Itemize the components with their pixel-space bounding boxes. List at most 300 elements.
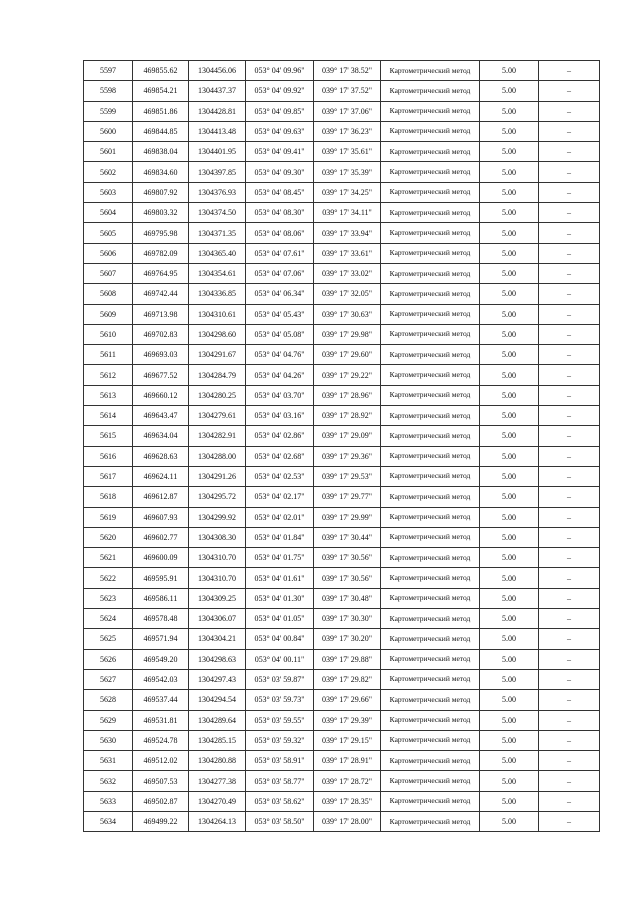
- point-number-cell: 5615: [84, 426, 133, 446]
- note-cell: –: [539, 263, 600, 283]
- y-coordinate-cell: 1304299.92: [189, 507, 246, 527]
- y-coordinate-cell: 1304295.72: [189, 487, 246, 507]
- note-cell: –: [539, 223, 600, 243]
- note-cell: –: [539, 243, 600, 263]
- y-coordinate-cell: 1304277.38: [189, 771, 246, 791]
- latitude-cell: 053° 04' 06.34": [246, 284, 314, 304]
- y-coordinate-cell: 1304280.88: [189, 751, 246, 771]
- method-cell: Картометрический метод: [381, 527, 480, 547]
- x-coordinate-cell: 469507.53: [133, 771, 189, 791]
- method-cell: Картометрический метод: [381, 507, 480, 527]
- latitude-cell: 053° 04' 03.16": [246, 406, 314, 426]
- note-cell: –: [539, 446, 600, 466]
- latitude-cell: 053° 04' 02.68": [246, 446, 314, 466]
- longitude-cell: 039° 17' 29.15": [314, 730, 381, 750]
- note-cell: –: [539, 507, 600, 527]
- accuracy-cell: 5.00: [480, 730, 539, 750]
- table-row: [84, 791, 600, 811]
- latitude-cell: 053° 04' 02.17": [246, 487, 314, 507]
- table-row: [84, 669, 600, 689]
- x-coordinate-cell: 469600.09: [133, 548, 189, 568]
- note-cell: –: [539, 304, 600, 324]
- method-cell: Картометрический метод: [381, 710, 480, 730]
- y-coordinate-cell: 1304294.54: [189, 690, 246, 710]
- coordinates-table-body: [84, 61, 600, 832]
- y-coordinate-cell: 1304456.06: [189, 61, 246, 81]
- latitude-cell: 053° 04' 01.84": [246, 527, 314, 547]
- accuracy-cell: 5.00: [480, 811, 539, 831]
- table-row: [84, 629, 600, 649]
- latitude-cell: 053° 04' 02.86": [246, 426, 314, 446]
- table-row: [84, 284, 600, 304]
- method-cell: Картометрический метод: [381, 791, 480, 811]
- y-coordinate-cell: 1304354.61: [189, 263, 246, 283]
- x-coordinate-cell: 469499.22: [133, 811, 189, 831]
- longitude-cell: 039° 17' 36.23": [314, 121, 381, 141]
- method-cell: Картометрический метод: [381, 487, 480, 507]
- accuracy-cell: 5.00: [480, 406, 539, 426]
- latitude-cell: 053° 04' 08.06": [246, 223, 314, 243]
- longitude-cell: 039° 17' 29.09": [314, 426, 381, 446]
- longitude-cell: 039° 17' 29.82": [314, 669, 381, 689]
- note-cell: –: [539, 791, 600, 811]
- accuracy-cell: 5.00: [480, 81, 539, 101]
- table-row: [84, 243, 600, 263]
- table-row: [84, 487, 600, 507]
- point-number-cell: 5624: [84, 609, 133, 629]
- accuracy-cell: 5.00: [480, 487, 539, 507]
- note-cell: –: [539, 426, 600, 446]
- longitude-cell: 039° 17' 29.66": [314, 690, 381, 710]
- longitude-cell: 039° 17' 38.52": [314, 61, 381, 81]
- accuracy-cell: 5.00: [480, 365, 539, 385]
- longitude-cell: 039° 17' 28.00": [314, 811, 381, 831]
- longitude-cell: 039° 17' 30.20": [314, 629, 381, 649]
- point-number-cell: 5622: [84, 568, 133, 588]
- point-number-cell: 5610: [84, 324, 133, 344]
- point-number-cell: 5600: [84, 121, 133, 141]
- latitude-cell: 053° 04' 09.85": [246, 101, 314, 121]
- longitude-cell: 039° 17' 34.25": [314, 182, 381, 202]
- note-cell: –: [539, 142, 600, 162]
- table-row: [84, 324, 600, 344]
- x-coordinate-cell: 469834.60: [133, 162, 189, 182]
- x-coordinate-cell: 469803.32: [133, 203, 189, 223]
- table-row: [84, 649, 600, 669]
- method-cell: Картометрический метод: [381, 365, 480, 385]
- point-number-cell: 5630: [84, 730, 133, 750]
- x-coordinate-cell: 469795.98: [133, 223, 189, 243]
- accuracy-cell: 5.00: [480, 507, 539, 527]
- accuracy-cell: 5.00: [480, 568, 539, 588]
- note-cell: –: [539, 811, 600, 831]
- latitude-cell: 053° 03' 58.91": [246, 751, 314, 771]
- table-row: [84, 568, 600, 588]
- note-cell: –: [539, 284, 600, 304]
- table-row: [84, 710, 600, 730]
- point-number-cell: 5632: [84, 771, 133, 791]
- note-cell: –: [539, 710, 600, 730]
- note-cell: –: [539, 162, 600, 182]
- longitude-cell: 039° 17' 29.36": [314, 446, 381, 466]
- point-number-cell: 5634: [84, 811, 133, 831]
- method-cell: Картометрический метод: [381, 121, 480, 141]
- x-coordinate-cell: 469838.04: [133, 142, 189, 162]
- note-cell: –: [539, 182, 600, 202]
- x-coordinate-cell: 469502.87: [133, 791, 189, 811]
- note-cell: –: [539, 649, 600, 669]
- y-coordinate-cell: 1304308.30: [189, 527, 246, 547]
- method-cell: Картометрический метод: [381, 101, 480, 121]
- y-coordinate-cell: 1304298.60: [189, 324, 246, 344]
- y-coordinate-cell: 1304304.21: [189, 629, 246, 649]
- x-coordinate-cell: 469624.11: [133, 466, 189, 486]
- note-cell: –: [539, 466, 600, 486]
- longitude-cell: 039° 17' 28.72": [314, 771, 381, 791]
- longitude-cell: 039° 17' 29.39": [314, 710, 381, 730]
- latitude-cell: 053° 04' 09.96": [246, 61, 314, 81]
- x-coordinate-cell: 469851.86: [133, 101, 189, 121]
- method-cell: Картометрический метод: [381, 142, 480, 162]
- y-coordinate-cell: 1304289.64: [189, 710, 246, 730]
- latitude-cell: 053° 04' 07.61": [246, 243, 314, 263]
- method-cell: Картометрический метод: [381, 324, 480, 344]
- latitude-cell: 053° 04' 01.75": [246, 548, 314, 568]
- table-row: [84, 588, 600, 608]
- method-cell: Картометрический метод: [381, 669, 480, 689]
- accuracy-cell: 5.00: [480, 548, 539, 568]
- longitude-cell: 039° 17' 35.39": [314, 162, 381, 182]
- table-row: [84, 406, 600, 426]
- latitude-cell: 053° 03' 59.73": [246, 690, 314, 710]
- accuracy-cell: 5.00: [480, 203, 539, 223]
- latitude-cell: 053° 04' 04.76": [246, 345, 314, 365]
- longitude-cell: 039° 17' 28.96": [314, 385, 381, 405]
- point-number-cell: 5621: [84, 548, 133, 568]
- method-cell: Картометрический метод: [381, 690, 480, 710]
- latitude-cell: 053° 04' 03.70": [246, 385, 314, 405]
- table-row: [84, 142, 600, 162]
- y-coordinate-cell: 1304401.95: [189, 142, 246, 162]
- table-row: [84, 811, 600, 831]
- y-coordinate-cell: 1304310.61: [189, 304, 246, 324]
- point-number-cell: 5603: [84, 182, 133, 202]
- latitude-cell: 053° 04' 02.01": [246, 507, 314, 527]
- note-cell: –: [539, 487, 600, 507]
- x-coordinate-cell: 469537.44: [133, 690, 189, 710]
- point-number-cell: 5618: [84, 487, 133, 507]
- point-number-cell: 5602: [84, 162, 133, 182]
- x-coordinate-cell: 469782.09: [133, 243, 189, 263]
- longitude-cell: 039° 17' 30.30": [314, 609, 381, 629]
- table-row: [84, 548, 600, 568]
- method-cell: Картометрический метод: [381, 568, 480, 588]
- method-cell: Картометрический метод: [381, 243, 480, 263]
- point-number-cell: 5617: [84, 466, 133, 486]
- point-number-cell: 5609: [84, 304, 133, 324]
- table-row: [84, 304, 600, 324]
- table-row: [84, 121, 600, 141]
- note-cell: –: [539, 385, 600, 405]
- y-coordinate-cell: 1304291.67: [189, 345, 246, 365]
- note-cell: –: [539, 548, 600, 568]
- method-cell: Картометрический метод: [381, 304, 480, 324]
- note-cell: –: [539, 81, 600, 101]
- point-number-cell: 5626: [84, 649, 133, 669]
- x-coordinate-cell: 469702.83: [133, 324, 189, 344]
- note-cell: –: [539, 690, 600, 710]
- table-row: [84, 61, 600, 81]
- method-cell: Картометрический метод: [381, 811, 480, 831]
- point-number-cell: 5604: [84, 203, 133, 223]
- accuracy-cell: 5.00: [480, 669, 539, 689]
- y-coordinate-cell: 1304310.70: [189, 548, 246, 568]
- table-row: [84, 81, 600, 101]
- longitude-cell: 039° 17' 28.91": [314, 751, 381, 771]
- y-coordinate-cell: 1304264.13: [189, 811, 246, 831]
- latitude-cell: 053° 04' 01.61": [246, 568, 314, 588]
- y-coordinate-cell: 1304374.50: [189, 203, 246, 223]
- point-number-cell: 5628: [84, 690, 133, 710]
- longitude-cell: 039° 17' 33.94": [314, 223, 381, 243]
- x-coordinate-cell: 469660.12: [133, 385, 189, 405]
- method-cell: Картометрический метод: [381, 345, 480, 365]
- accuracy-cell: 5.00: [480, 751, 539, 771]
- latitude-cell: 053° 04' 09.92": [246, 81, 314, 101]
- method-cell: Картометрический метод: [381, 629, 480, 649]
- y-coordinate-cell: 1304365.40: [189, 243, 246, 263]
- method-cell: Картометрический метод: [381, 385, 480, 405]
- longitude-cell: 039° 17' 30.44": [314, 527, 381, 547]
- longitude-cell: 039° 17' 34.11": [314, 203, 381, 223]
- x-coordinate-cell: 469578.48: [133, 609, 189, 629]
- y-coordinate-cell: 1304282.91: [189, 426, 246, 446]
- x-coordinate-cell: 469595.91: [133, 568, 189, 588]
- longitude-cell: 039° 17' 30.56": [314, 548, 381, 568]
- table-row: [84, 101, 600, 121]
- note-cell: –: [539, 406, 600, 426]
- note-cell: –: [539, 61, 600, 81]
- point-number-cell: 5631: [84, 751, 133, 771]
- accuracy-cell: 5.00: [480, 446, 539, 466]
- method-cell: Картометрический метод: [381, 426, 480, 446]
- point-number-cell: 5612: [84, 365, 133, 385]
- y-coordinate-cell: 1304310.70: [189, 568, 246, 588]
- note-cell: –: [539, 669, 600, 689]
- longitude-cell: 039° 17' 33.61": [314, 243, 381, 263]
- point-number-cell: 5611: [84, 345, 133, 365]
- table-row: [84, 690, 600, 710]
- longitude-cell: 039° 17' 28.35": [314, 791, 381, 811]
- x-coordinate-cell: 469607.93: [133, 507, 189, 527]
- point-number-cell: 5599: [84, 101, 133, 121]
- y-coordinate-cell: 1304280.25: [189, 385, 246, 405]
- latitude-cell: 053° 04' 09.63": [246, 121, 314, 141]
- point-number-cell: 5613: [84, 385, 133, 405]
- longitude-cell: 039° 17' 29.77": [314, 487, 381, 507]
- y-coordinate-cell: 1304437.37: [189, 81, 246, 101]
- latitude-cell: 053° 04' 02.53": [246, 466, 314, 486]
- method-cell: Картометрический метод: [381, 263, 480, 283]
- longitude-cell: 039° 17' 29.98": [314, 324, 381, 344]
- note-cell: –: [539, 324, 600, 344]
- table-row: [84, 446, 600, 466]
- accuracy-cell: 5.00: [480, 629, 539, 649]
- point-number-cell: 5616: [84, 446, 133, 466]
- latitude-cell: 053° 04' 01.30": [246, 588, 314, 608]
- method-cell: Картометрический метод: [381, 182, 480, 202]
- latitude-cell: 053° 04' 00.84": [246, 629, 314, 649]
- table-row: [84, 609, 600, 629]
- accuracy-cell: 5.00: [480, 61, 539, 81]
- longitude-cell: 039° 17' 30.56": [314, 568, 381, 588]
- latitude-cell: 053° 03' 59.55": [246, 710, 314, 730]
- y-coordinate-cell: 1304297.43: [189, 669, 246, 689]
- method-cell: Картометрический метод: [381, 203, 480, 223]
- table-row: [84, 162, 600, 182]
- x-coordinate-cell: 469764.95: [133, 263, 189, 283]
- accuracy-cell: 5.00: [480, 182, 539, 202]
- point-number-cell: 5607: [84, 263, 133, 283]
- method-cell: Картометрический метод: [381, 548, 480, 568]
- x-coordinate-cell: 469586.11: [133, 588, 189, 608]
- x-coordinate-cell: 469512.02: [133, 751, 189, 771]
- longitude-cell: 039° 17' 29.53": [314, 466, 381, 486]
- accuracy-cell: 5.00: [480, 710, 539, 730]
- accuracy-cell: 5.00: [480, 284, 539, 304]
- latitude-cell: 053° 03' 58.77": [246, 771, 314, 791]
- accuracy-cell: 5.00: [480, 466, 539, 486]
- note-cell: –: [539, 771, 600, 791]
- x-coordinate-cell: 469602.77: [133, 527, 189, 547]
- y-coordinate-cell: 1304371.35: [189, 223, 246, 243]
- longitude-cell: 039° 17' 29.22": [314, 365, 381, 385]
- coordinates-table: [83, 60, 600, 832]
- table-row: [84, 203, 600, 223]
- method-cell: Картометрический метод: [381, 61, 480, 81]
- accuracy-cell: 5.00: [480, 243, 539, 263]
- longitude-cell: 039° 17' 29.60": [314, 345, 381, 365]
- point-number-cell: 5608: [84, 284, 133, 304]
- point-number-cell: 5605: [84, 223, 133, 243]
- point-number-cell: 5620: [84, 527, 133, 547]
- y-coordinate-cell: 1304279.61: [189, 406, 246, 426]
- accuracy-cell: 5.00: [480, 223, 539, 243]
- x-coordinate-cell: 469844.85: [133, 121, 189, 141]
- method-cell: Картометрический метод: [381, 588, 480, 608]
- method-cell: Картометрический метод: [381, 223, 480, 243]
- latitude-cell: 053° 04' 09.41": [246, 142, 314, 162]
- y-coordinate-cell: 1304413.48: [189, 121, 246, 141]
- note-cell: –: [539, 203, 600, 223]
- note-cell: –: [539, 527, 600, 547]
- method-cell: Картометрический метод: [381, 284, 480, 304]
- latitude-cell: 053° 03' 58.62": [246, 791, 314, 811]
- x-coordinate-cell: 469612.87: [133, 487, 189, 507]
- accuracy-cell: 5.00: [480, 324, 539, 344]
- x-coordinate-cell: 469854.21: [133, 81, 189, 101]
- table-row: [84, 527, 600, 547]
- y-coordinate-cell: 1304306.07: [189, 609, 246, 629]
- note-cell: –: [539, 730, 600, 750]
- note-cell: –: [539, 751, 600, 771]
- y-coordinate-cell: 1304270.49: [189, 791, 246, 811]
- point-number-cell: 5619: [84, 507, 133, 527]
- accuracy-cell: 5.00: [480, 791, 539, 811]
- table-row: [84, 507, 600, 527]
- note-cell: –: [539, 609, 600, 629]
- table-row: [84, 466, 600, 486]
- point-number-cell: 5633: [84, 791, 133, 811]
- table-row: [84, 223, 600, 243]
- table-row: [84, 182, 600, 202]
- accuracy-cell: 5.00: [480, 426, 539, 446]
- x-coordinate-cell: 469693.03: [133, 345, 189, 365]
- y-coordinate-cell: 1304376.93: [189, 182, 246, 202]
- note-cell: –: [539, 345, 600, 365]
- method-cell: Картометрический метод: [381, 751, 480, 771]
- x-coordinate-cell: 469571.94: [133, 629, 189, 649]
- y-coordinate-cell: 1304284.79: [189, 365, 246, 385]
- y-coordinate-cell: 1304428.81: [189, 101, 246, 121]
- longitude-cell: 039° 17' 37.06": [314, 101, 381, 121]
- latitude-cell: 053° 03' 59.87": [246, 669, 314, 689]
- point-number-cell: 5629: [84, 710, 133, 730]
- accuracy-cell: 5.00: [480, 162, 539, 182]
- point-number-cell: 5625: [84, 629, 133, 649]
- point-number-cell: 5601: [84, 142, 133, 162]
- longitude-cell: 039° 17' 37.52": [314, 81, 381, 101]
- accuracy-cell: 5.00: [480, 690, 539, 710]
- latitude-cell: 053° 04' 04.26": [246, 365, 314, 385]
- y-coordinate-cell: 1304309.25: [189, 588, 246, 608]
- method-cell: Картометрический метод: [381, 81, 480, 101]
- note-cell: –: [539, 588, 600, 608]
- point-number-cell: 5597: [84, 61, 133, 81]
- x-coordinate-cell: 469549.20: [133, 649, 189, 669]
- method-cell: Картометрический метод: [381, 406, 480, 426]
- table-row: [84, 751, 600, 771]
- method-cell: Картометрический метод: [381, 649, 480, 669]
- method-cell: Картометрический метод: [381, 730, 480, 750]
- latitude-cell: 053° 04' 09.30": [246, 162, 314, 182]
- latitude-cell: 053° 04' 07.06": [246, 263, 314, 283]
- longitude-cell: 039° 17' 35.61": [314, 142, 381, 162]
- x-coordinate-cell: 469742.44: [133, 284, 189, 304]
- table-row: [84, 771, 600, 791]
- point-number-cell: 5627: [84, 669, 133, 689]
- longitude-cell: 039° 17' 29.99": [314, 507, 381, 527]
- accuracy-cell: 5.00: [480, 588, 539, 608]
- longitude-cell: 039° 17' 32.05": [314, 284, 381, 304]
- accuracy-cell: 5.00: [480, 609, 539, 629]
- x-coordinate-cell: 469855.62: [133, 61, 189, 81]
- point-number-cell: 5606: [84, 243, 133, 263]
- longitude-cell: 039° 17' 29.88": [314, 649, 381, 669]
- latitude-cell: 053° 04' 05.43": [246, 304, 314, 324]
- x-coordinate-cell: 469524.78: [133, 730, 189, 750]
- latitude-cell: 053° 04' 01.05": [246, 609, 314, 629]
- latitude-cell: 053° 04' 05.08": [246, 324, 314, 344]
- x-coordinate-cell: 469677.52: [133, 365, 189, 385]
- accuracy-cell: 5.00: [480, 527, 539, 547]
- note-cell: –: [539, 121, 600, 141]
- latitude-cell: 053° 04' 00.11": [246, 649, 314, 669]
- accuracy-cell: 5.00: [480, 649, 539, 669]
- longitude-cell: 039° 17' 33.02": [314, 263, 381, 283]
- point-number-cell: 5598: [84, 81, 133, 101]
- method-cell: Картометрический метод: [381, 162, 480, 182]
